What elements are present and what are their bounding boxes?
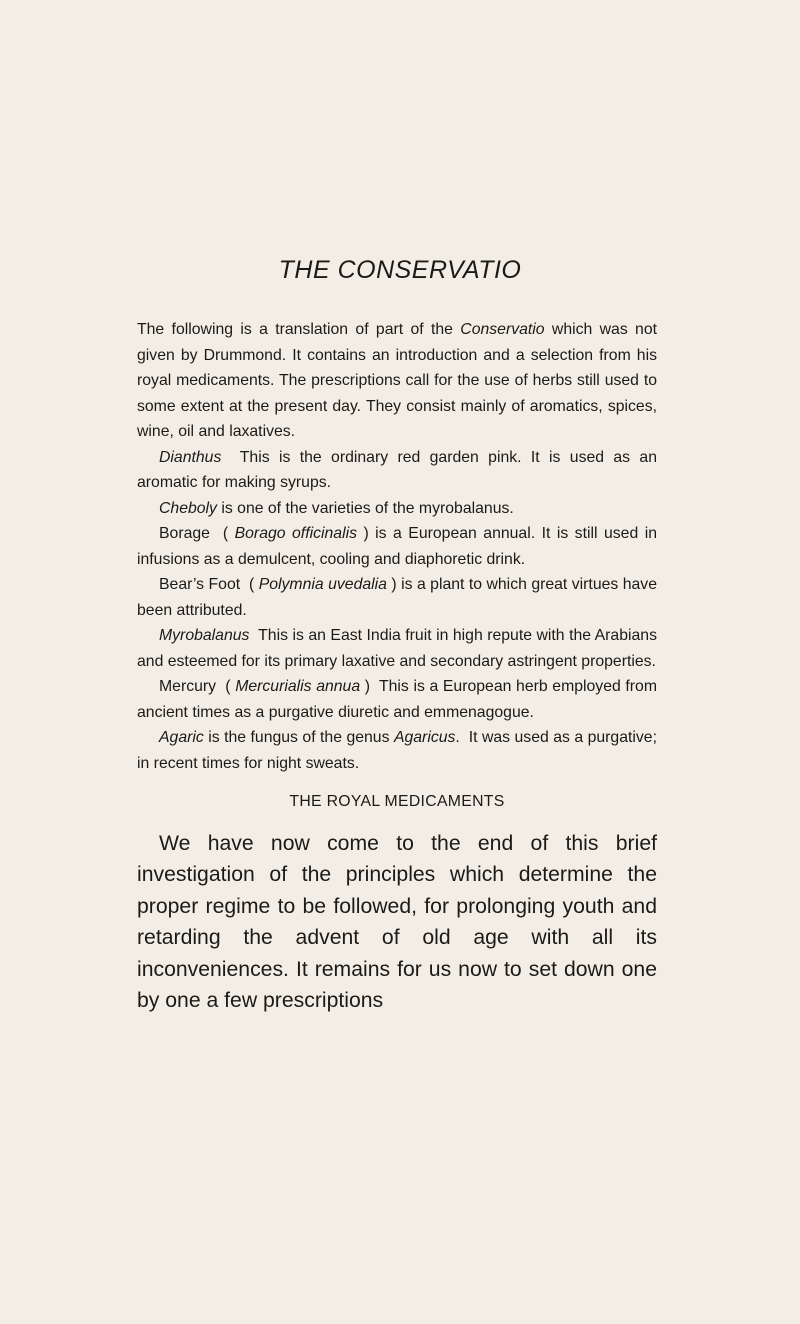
section-heading: THE ROYAL MEDICAMENTS	[289, 793, 505, 810]
intro-italic-term: Conservatio	[460, 321, 545, 338]
entry-myrobalanus	[137, 623, 662, 674]
entry-text: is one of the varieties of the myrobalanus.	[216, 499, 514, 517]
entry-cheboly	[137, 496, 657, 522]
entry-text: ) This is a European herb employed from ancient times as a purgative diuretic and emmenagogue.	[137, 678, 662, 721]
entry-term: Cheboly	[159, 499, 217, 517]
entry-text: . It was used as a purgative; in recent times for night sweats.	[137, 729, 662, 772]
entry-dianthus	[137, 445, 662, 496]
entry-prefix: Mercury (	[159, 678, 236, 695]
entry-bears-foot	[137, 572, 657, 623]
entry-borage	[137, 521, 657, 572]
entry-prefix: Borage (	[159, 525, 235, 542]
entry-term: Mercurialis annua	[235, 678, 361, 695]
entry-prefix: Bear’s Foot (	[159, 576, 259, 593]
entry-mid-text: is the fungus of the genus	[203, 729, 394, 746]
entry-text: ) is a plant to which great virtues have been attributed.	[137, 576, 657, 619]
entry-text: This is the ordinary red garden pink. It is used as an aromatic for making syrups.	[137, 448, 662, 491]
entry-mercury	[137, 674, 662, 725]
entry-agaric	[137, 725, 662, 776]
entry-term: Agaric	[159, 729, 204, 746]
entry-term: Dianthus	[159, 448, 222, 466]
intro-paragraph	[137, 317, 657, 445]
entry-text: ) is a European annual. It is still used in infusions as a demulcent, cooling and diaphoretic drink.	[137, 525, 657, 568]
entry-term: Myrobalanus	[159, 627, 250, 644]
entry-term: Borago officinalis	[234, 525, 357, 542]
entry-text: This is an East India fruit in high repute with the Arabians and esteemed for its primary laxative and secondary astringent properties.	[137, 627, 662, 670]
page-title: THE CONSERVATIO	[278, 256, 522, 284]
intro-text-1: The following is a translation of part of the	[137, 321, 461, 338]
closing-paragraph: We have now come to the end of this brief investigation of the principles which determine the proper regime to be followed, for prolonging youth and retarding the advent of old age with all its inconveniences. It remains for us now to set down one by one a few prescriptions	[137, 831, 657, 1012]
entry-term-2: Agaricus	[393, 729, 456, 746]
entry-term: Polymnia uvedalia	[258, 576, 387, 593]
page-body	[137, 317, 662, 1017]
intro-text-2: which was not given by Drummond. It contains an introduction and a selection from his royal medicaments. The prescriptions call for the use of herbs still used to some extent at the present day. They consist mainly of aromatics, spices, wine, oil and laxatives.	[137, 321, 658, 440]
